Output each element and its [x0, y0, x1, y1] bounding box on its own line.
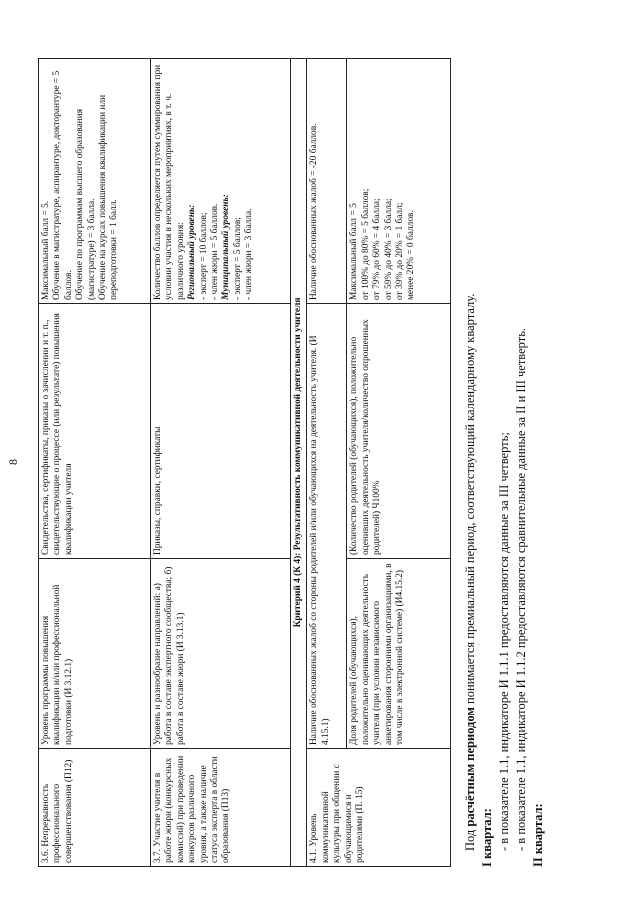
- indicator-criterion-cell: Наличие обоснованных жалоб со стороны родителей и/или обучающихся на деятельность учителя. (И 4.15.1): [307, 304, 347, 749]
- criterion-4-header: Критерий 4 (К 4): Результативность коммуникативной деятельности учителя: [291, 59, 307, 867]
- quarter-1-title: I квартал:: [480, 808, 494, 867]
- scoring-line: - член жюри = 3 балла.: [244, 208, 255, 300]
- scoring-line: - эксперт = 10 баллов;: [198, 212, 209, 300]
- scoring-cell: [39, 59, 151, 304]
- scoring-line: - эксперт = 5 баллов;: [232, 217, 243, 300]
- criteria-table: [38, 58, 451, 867]
- scoring-intro: Количество баллов определяется путем суммирования при условии участия в нескольких мероприятиях, в т. ч. различного уровня:: [153, 64, 186, 300]
- period-term: расчётным периодом: [463, 707, 477, 827]
- scoring-line: от 39% до 20% = 1 балл;: [395, 202, 406, 300]
- indicator-name-cell: 3.7. Участие учителя в работе жюри (конкурсных комиссий) при проведении конкурсов различного уровня, а также наличие статуса эксперта в области образования (П13): [151, 749, 291, 867]
- criterion-header-row: [291, 59, 307, 867]
- evidence-cell: (Количество родителей (обучающихся), положительно оценивших деятельность учителя/количество опрошенных родителей) Ч100%: [347, 304, 451, 559]
- indicator-name-cell: 3.6. Непрерывность профессионального совершенствования (П12): [39, 749, 151, 867]
- scoring-line: от 79% до 60% = 4 балла;: [372, 198, 383, 300]
- indicator-name-cell: 4.1. Уровень коммуникативной культуры при общении с обучающимися и родителями (П. 15): [307, 749, 451, 867]
- scoring-line: - член жюри = 5 баллов.: [210, 203, 221, 300]
- calculation-period-notes: [462, 47, 547, 867]
- indicator-criterion-cell: Уровень и разнообразие направлений: а) работа в составе экспертного сообщества; б) работа в составе жюри (И 3.13.1): [151, 559, 291, 749]
- table-row-4-1b: [347, 59, 451, 867]
- page-number: 8: [6, 459, 20, 465]
- scoring-line: менее 20% = 0 баллов.: [406, 210, 417, 300]
- evidence-cell: Приказы, справки, сертификаты: [151, 304, 291, 559]
- municipal-level-label: Муниципальный уровень:: [221, 194, 232, 300]
- indicator-criterion-cell: Доля родителей (обучающихся), положительно оценивающих деятельность учителя (при условии независимого анкетирования сторонними организациями, в том числе в электронной системе) (И4.15.2): [347, 559, 451, 749]
- scoring-line: Обучение по программам высшего образования (магистратуре) = 3 балла.: [75, 108, 97, 300]
- scoring-cell: [347, 59, 451, 304]
- evidence-cell: Свидетельства, сертификаты, приказы о зачислении и т. п., свидетельствующие о процессе (или результате) повышения квалификации учителя: [39, 304, 151, 559]
- table-row-3-7: [151, 59, 291, 867]
- table-row-4-1a: [307, 59, 347, 867]
- quarter-1-item: - в показателе 1.1, индикаторе И 1.1.1 предоставляются данные за III четверть;: [497, 432, 511, 851]
- quarter-1-item: - в показателе 1.1, индикаторе И 1.1.2 предоставляются сравнительные данные за II и III четверть.: [514, 327, 528, 851]
- indicator-criterion-cell: Уровень программы повышения квалификации и/или профессиональной подготовки (И 3.12.1): [39, 559, 151, 749]
- scoring-line: от 59% до 40% = 3 балла;: [383, 198, 394, 300]
- regional-level-label: Региональный уровень:: [187, 204, 198, 300]
- scoring-line: Максимальный балл = 5.: [41, 200, 51, 300]
- period-definition: Под расчётным периодом понимается премиальный период, соответствующий календарному кварталу.: [463, 293, 477, 851]
- scoring-line: Обучение на курсах повышения квалификации или переподготовки = 1 балл.: [98, 94, 120, 300]
- scoring-cell: [151, 59, 291, 304]
- scoring-line: Обучение в магистратуре, аспирантуре, докторантуре = 5 баллов.: [52, 70, 74, 300]
- quarter-2-title: II квартал:: [531, 803, 545, 867]
- scoring-line: от 100% до 80% = 5 баллов;: [360, 188, 371, 300]
- scoring-cell: Наличие обоснованных жалоб = -20 баллов.: [307, 59, 347, 304]
- scoring-line: Максимальный балл = 5: [349, 203, 360, 300]
- table-row-3-6: [39, 59, 151, 867]
